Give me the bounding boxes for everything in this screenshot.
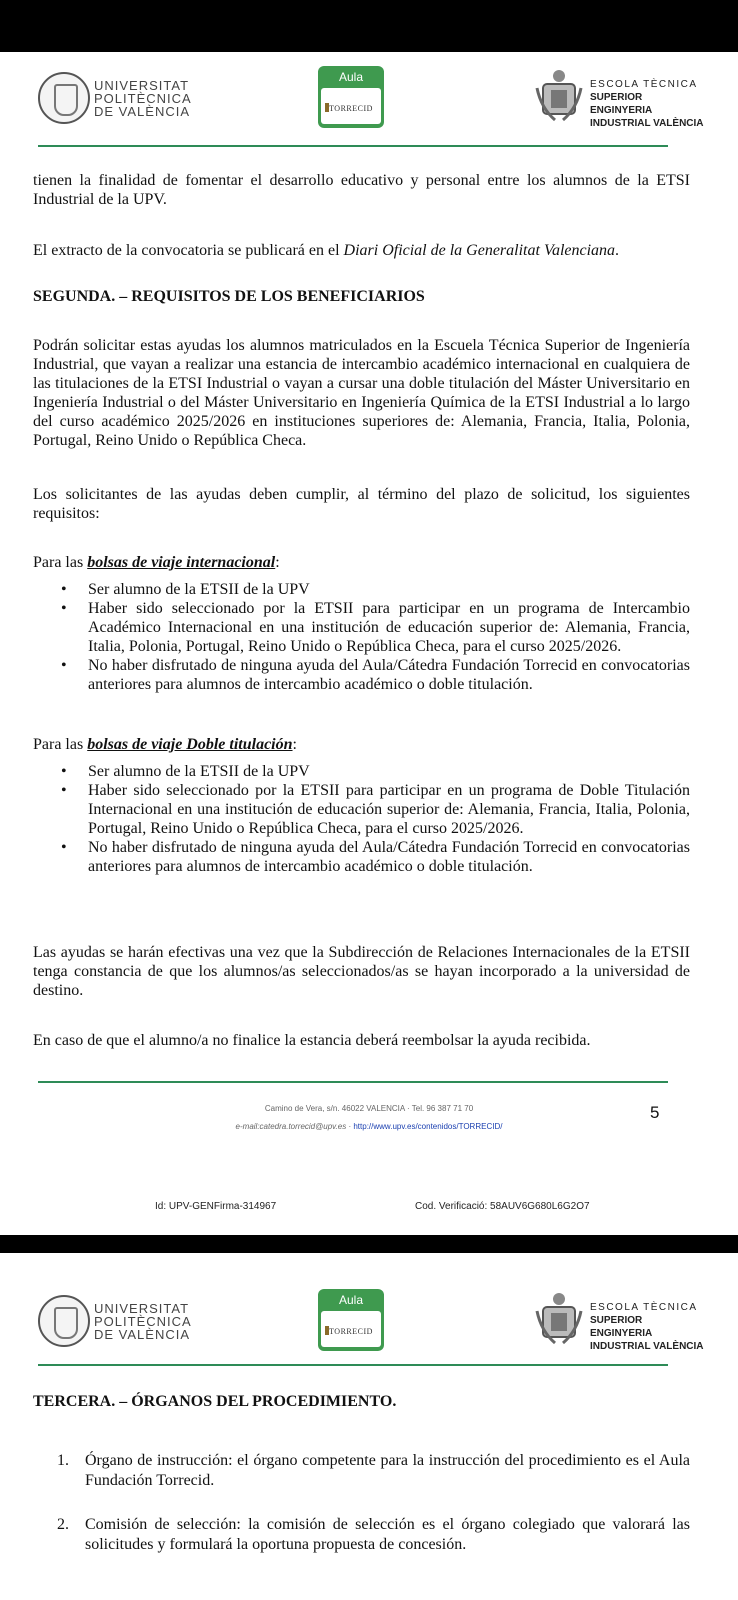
list1-intro: Para las bolsas de viaje internacional: <box>33 554 280 571</box>
diari-oficial: Diari Oficial de la Generalitat Valenciana <box>343 242 616 259</box>
aula-torrecid-logo <box>318 1289 384 1351</box>
id-firma: Id: UPV-GENFirma-314967 <box>155 1201 277 1212</box>
page-number: 5 <box>650 1103 660 1122</box>
etsii-line-2: SUPERIOR ENGINYERIA <box>590 1315 653 1339</box>
etsii-line-3: INDUSTRIAL VALÈNCIA <box>590 118 704 129</box>
section-heading-segunda: SEGUNDA. – REQUISITOS DE LOS BENEFICIARIOS <box>33 288 425 305</box>
paragraph-podran: Podrán solicitar estas ayudas los alumnos matriculados en la Escuela Técnica Superior de Ingeniería Industrial, que vayan a realizar una estancia de intercambio académico internacional en cualquiera de las titulaciones de la ETSI Industrial o vayan a cursar una doble titulación del Máster Universitario en Ingeniería Industrial o del Máster Universitario en Ingeniería Química de la ETSI Industrial a lo largo del curso académico 2025/2026 en instituciones superiores de: Alemania, Francia, Italia, Polonia, Portugal, Reino Unido o República Checa. <box>33 337 690 449</box>
organos-list <box>33 1451 690 1555</box>
etsii-logo <box>535 1291 705 1351</box>
list-item: • Ser alumno de la ETSII de la UPV <box>33 762 690 781</box>
aula-torrecid-logo <box>318 66 384 128</box>
paragraph-intro: tienen la finalidad de fomentar el desarrollo educativo y personal entre los alumnos de la ETSI Industrial de la UPV. <box>33 172 690 208</box>
etsii-logo <box>535 68 705 128</box>
top-black-bar <box>0 0 738 52</box>
etsii-crest-icon <box>535 68 583 124</box>
item-number: 1. <box>57 1452 69 1469</box>
list-item: • No haber disfrutado de ninguna ayuda del Aula/Cátedra Fundación Torrecid en convocatorias anteriores para alumnos de intercambio académico o doble titulación. <box>33 838 690 876</box>
paragraph-efectivas: Las ayudas se harán efectivas una vez que la Subdirección de Relaciones Internacionales de la ETSII tenga constancia de que los alumnos/as seleccionados/as se hayan incorporado a la universidad de destino. <box>33 944 690 999</box>
etsii-line-2: SUPERIOR ENGINYERIA <box>590 92 653 116</box>
item-number: 2. <box>57 1516 69 1533</box>
list-doble-titulacion <box>33 762 690 876</box>
footer-divider <box>38 1081 668 1083</box>
list-item <box>33 1515 690 1555</box>
paragraph-reembolsar: En caso de que el alumno/a no finalice la estancia deberá reembolsar la ayuda recibida. <box>33 1032 591 1049</box>
list-item: • Haber sido seleccionado por la ETSII para participar en un programa de Doble Titulación Internacional en una institución de educación superior de: Alemania, Francia, Italia, Polonia, Portugal, Reino Unido o República Checa, para el curso 2025/2026. <box>33 781 690 838</box>
aula-label: Aula <box>338 1293 364 1307</box>
upv-logo <box>38 1295 198 1350</box>
list-item: • Haber sido seleccionado por la ETSII para participar en un programa de Intercambio Académico Internacional en una institución de educación superior de: Alemania, Francia, Italia, Polonia, Portugal, Reino Unido o República Checa, para el curso 2025/2026. <box>33 599 690 656</box>
cod-verificacio: Cod. Verificació: 58AUV6G680L6G2O7 <box>415 1201 590 1212</box>
item-text: Órgano de instrucción: el órgano competente para la instrucción del procedimiento es el Aula Fundación Torrecid. <box>85 1452 690 1489</box>
list2-intro: Para las bolsas de viaje Doble titulación: <box>33 736 297 753</box>
etsii-line-1: ESCOLA TÈCNICA <box>590 1302 698 1313</box>
upv-line-3: DE VALÈNCIA <box>94 104 191 119</box>
upv-line-1: UNIVERSITAT <box>94 1301 190 1316</box>
bolsas-internacional: bolsas de viaje internacional <box>87 554 276 571</box>
page-header-2 <box>0 1275 738 1385</box>
section-heading-tercera: TERCERA. – ÓRGANOS DEL PROCEDIMIENTO. <box>33 1393 397 1410</box>
paragraph-solicitantes: Los solicitantes de las ayudas deben cumplir, al término del plazo de solicitud, los siguientes requisitos: <box>33 486 690 522</box>
paragraph-extracto: El extracto de la convocatoria se publicará en el Diari Oficial de la Generalitat Valenciana. <box>33 242 620 259</box>
item-text: Comisión de selección: la comisión de selección es el órgano colegiado que valorará las solicitudes y formulará la oportuna propuesta de concesión. <box>85 1516 690 1553</box>
upv-seal-icon <box>38 72 90 124</box>
footer-address: Camino de Vera, s/n. 46022 VALENCIA · Tel. 96 387 71 70 <box>264 1104 474 1113</box>
list-item: • Ser alumno de la ETSII de la UPV <box>33 580 690 599</box>
bolsas-doble-titulacion: bolsas de viaje Doble titulación <box>87 736 293 753</box>
header-divider-2 <box>38 1364 668 1366</box>
upv-line-1: UNIVERSITAT <box>94 78 190 93</box>
aula-brand: TORRECID <box>329 104 373 113</box>
etsii-crest-icon <box>535 1291 583 1347</box>
upv-line-3: DE VALÈNCIA <box>94 1327 191 1342</box>
upv-line-2: POLITÈCNICA <box>94 1314 192 1329</box>
page-separator <box>0 1235 738 1253</box>
list-item <box>33 1451 690 1491</box>
etsii-line-1: ESCOLA TÈCNICA <box>590 79 698 90</box>
list-item: • No haber disfrutado de ninguna ayuda del Aula/Cátedra Fundación Torrecid en convocatorias anteriores para alumnos de intercambio académico o doble titulación. <box>33 656 690 694</box>
upv-line-2: POLITÈCNICA <box>94 91 192 106</box>
aula-label: Aula <box>338 70 364 84</box>
footer-email: e-mail:catedra.torrecid@upv.es · <box>235 1122 354 1131</box>
footer-url-link[interactable]: http://www.upv.es/contenidos/TORRECID/ <box>353 1122 503 1131</box>
upv-logo <box>38 72 198 127</box>
list-internacional <box>33 580 690 694</box>
aula-brand: TORRECID <box>329 1327 373 1336</box>
footer-contact <box>0 1122 738 1131</box>
etsii-line-3: INDUSTRIAL VALÈNCIA <box>590 1341 704 1352</box>
header-divider <box>38 145 668 147</box>
upv-seal-icon <box>38 1295 90 1347</box>
